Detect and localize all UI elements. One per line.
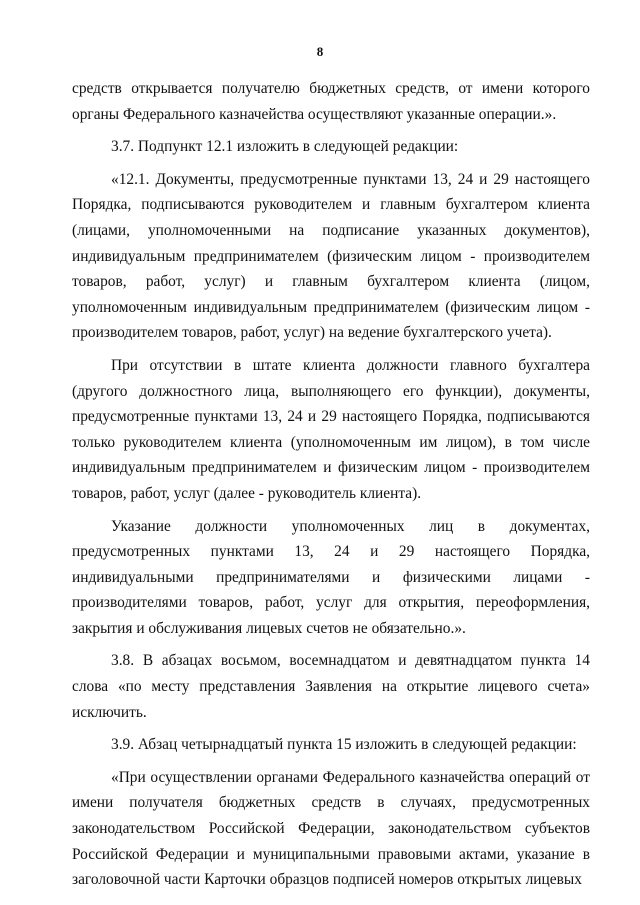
paragraph-continuation: средств открывается получателю бюджетных средств, от имени которого органы Федерального казначейства осуществляют указанные операции.».: [72, 80, 590, 123]
paragraph-12-1: «12.1. Документы, предусмотренные пунктами 13, 24 и 29 настоящего Порядка, подписываются руководителем и главным бухгалтером клиента (лицами, уполномоченными на подписание указанных документов), индивидуальным предпринимателем (физическим лицом - производителем товаров, работ, услуг) и главным бухгалтером клиента (лицом, уполномоченным индивидуальным предпринимателем (физическим лицом - производителем товаров, работ, услуг) на ведение бухгалтерского учета).: [72, 170, 590, 342]
paragraph-no-chief-accountant: При отсутствии в штате клиента должности главного бухгалтера (другого должностного лица, выполняющего его функции), документы, предусмотренные пунктами 13, 24 и 29 настоящего Порядка, подписываются только руководителем клиента (уполномоченным им лицом), в том числе индивидуальным предпринимателем и физическим лицом - производителем товаров, работ, услуг (далее - руководитель клиента).: [72, 356, 590, 502]
paragraph-3-8: 3.8. В абзацах восьмом, восемнадцатом и девятнадцатом пункта 14 слова «по месту представления Заявления на открытие лицевого счета» исключить.: [72, 652, 590, 721]
document-body: [72, 76, 590, 900]
paragraph-position-indication: Указание должности уполномоченных лиц в документах, предусмотренных пунктами 13, 24 и 29 настоящего Порядка, индивидуальными предпринимателями и физическими лицами - производителями товаров, работ, услуг для открытия, переоформления, закрытия и обслуживания лицевых счетов не обязательно.».: [72, 517, 590, 637]
paragraph-3-9-heading: 3.9. Абзац четырнадцатый пункта 15 изложить в следующей редакции:: [111, 736, 577, 754]
page-number: 8: [316, 44, 324, 59]
paragraph-3-7-heading: 3.7. Подпункт 12.1 изложить в следующей редакции:: [111, 138, 459, 156]
paragraph-15-text: «При осуществлении органами Федерального казначейства операций от имени получателя бюджетных средств в случаях, предусмотренных законодательством Российской Федерации, законодательством субъектов Российской Федерации и муниципальными правовыми актами, указание в заголовочной части Карточки образцов подписей номеров открытых лицевых: [72, 768, 590, 889]
